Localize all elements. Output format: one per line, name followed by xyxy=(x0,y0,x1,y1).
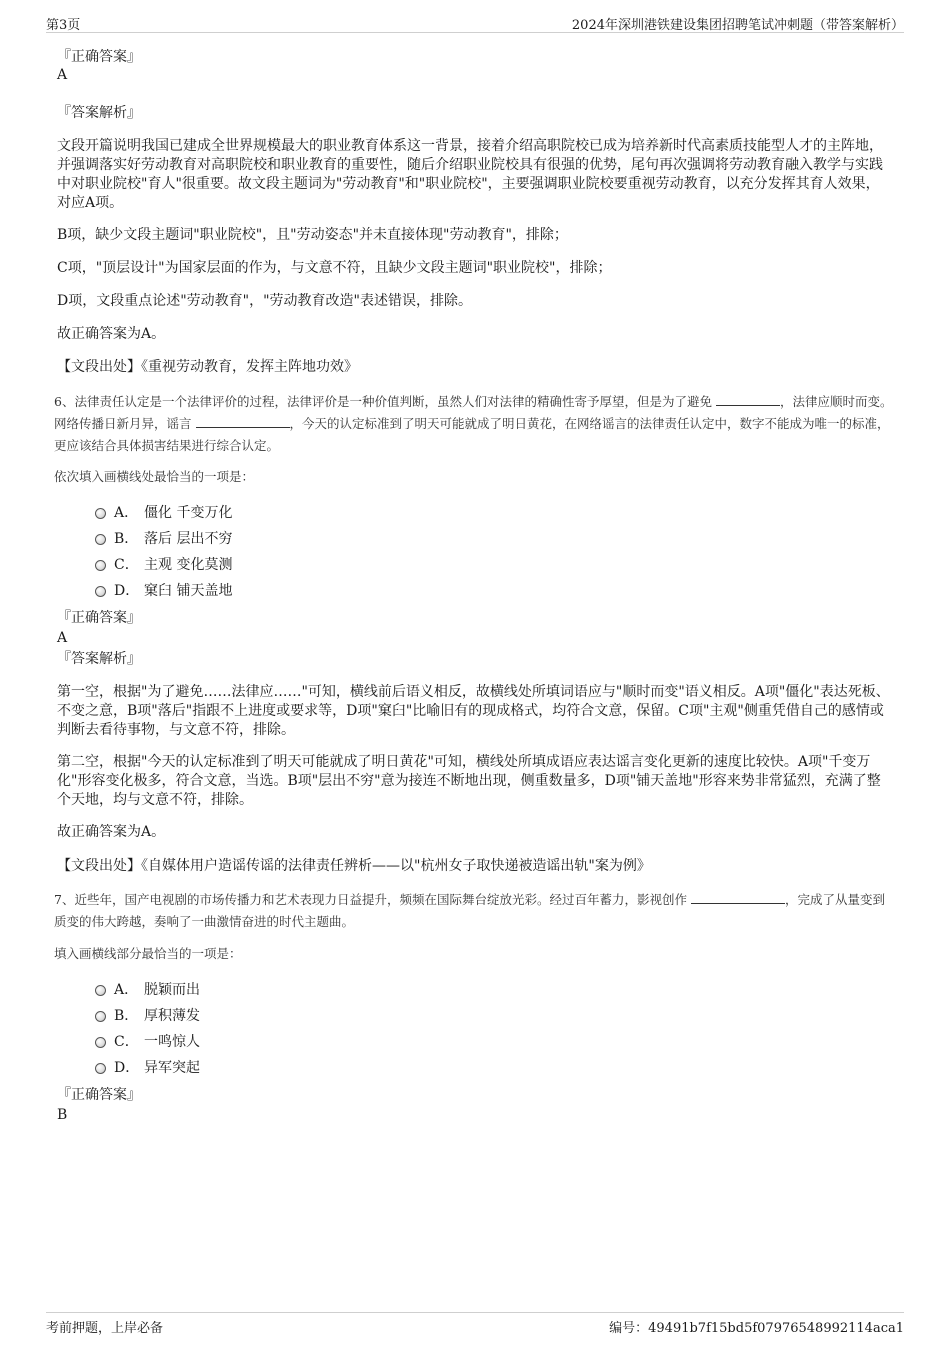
explanation-paragraph: B项，缺少文段主题词"职业院校"，且"劳动姿态"并未直接体现"劳动教育"，排除； xyxy=(57,227,568,243)
option-a[interactable]: A． 僵化 千变万化 xyxy=(95,503,232,523)
question-text: 6、法律责任认定是一个法律评价的过程，法律评价是一种价值判断，虽然人们对法律的精确性寄予厚望，但是为了避免 xyxy=(54,394,712,409)
answer-value: B xyxy=(57,1107,68,1123)
option-text: 主观 变化莫测 xyxy=(144,557,233,573)
question-text: 7、近些年，国产电视剧的市场传播力和艺术表现力日益提升，频频在国际舞台绽放光彩。经过百年蓄力，影视创作 xyxy=(54,892,687,907)
option-b[interactable]: B． 落后 层出不穷 xyxy=(95,529,232,549)
option-d[interactable]: D． 窠臼 铺天盖地 xyxy=(95,581,232,601)
radio-icon[interactable] xyxy=(95,985,106,996)
explanation-conclusion: 故正确答案为A。 xyxy=(57,326,166,342)
explanation-paragraph: 第一空，根据"为了避免……法律应……"可知，横线前后语义相反，故横线处所填词语应与"顺时而变"语义相反。A项"僵化"表达死板、不变之意，B项"落后"指跟不上进度或要求等，D项"窠臼"比喻旧有的现成格式，均符合文意，保留。C项"主观"侧重凭借自己的感情或判断去看待事物，与文意不符，排除。 xyxy=(57,684,890,738)
option-text: 一鸣惊人 xyxy=(144,1034,200,1050)
radio-icon[interactable] xyxy=(95,1063,106,1074)
explanation-label: 『答案解析』 xyxy=(57,651,141,667)
question-text: ，法律应顺时而变。网络传播日新月异，谣言 xyxy=(54,394,893,431)
answer-label: 『正确答案』 xyxy=(57,49,141,65)
footer-slogan: 考前押题，上岸必备 xyxy=(46,1321,164,1336)
radio-icon[interactable] xyxy=(95,1037,106,1048)
option-b[interactable]: B． 厚积薄发 xyxy=(95,1006,200,1026)
document-title: 2024年深圳港铁建设集团招聘笔试冲刺题（带答案解析） xyxy=(571,18,904,33)
option-text: 脱颖而出 xyxy=(144,982,200,998)
radio-icon[interactable] xyxy=(95,560,106,571)
question-6-stem xyxy=(54,391,894,457)
option-d[interactable]: D． 异军突起 xyxy=(95,1058,200,1078)
question-prompt: 填入画横线部分最恰当的一项是： xyxy=(54,946,242,961)
question-prompt: 依次填入画横线处最恰当的一项是： xyxy=(54,469,255,484)
option-text: 窠臼 铺天盖地 xyxy=(144,583,233,599)
page-number: 第3页 xyxy=(46,18,81,33)
page-footer xyxy=(46,1312,904,1339)
radio-icon[interactable] xyxy=(95,1011,106,1022)
fill-blank xyxy=(691,890,785,904)
explanation-conclusion: 故正确答案为A。 xyxy=(57,824,166,840)
document-id: 编号：49491b7f15bd5f07976548992114aca1 xyxy=(609,1321,904,1336)
radio-icon[interactable] xyxy=(95,508,106,519)
question-text: ，今天的认定标准到了明天可能就成了明日黄花，在网络谣言的法律责任认定中，数字不能成为唯一的标准，更应该结合具体损害结果进行综合认定。 xyxy=(54,416,890,453)
explanation-paragraph: 文段开篇说明我国已建成全世界规模最大的职业教育体系这一背景，接着介绍高职院校已成为培养新时代高素质技能型人才的主阵地，并强调落实好劳动教育对高职院校和职业教育的重要性，随后介绍职业院校具有很强的优势，尾句再次强调将劳动教育融入教学与实践中对职业院校"育人"很重要。故文段主题词为"劳动教育"和"职业院校"，主要强调职业院校要重视劳动教育，以充分发挥其育人效果，对应A项。 xyxy=(57,138,883,211)
question-text: ，完成了从量变到质变的伟大跨越，奏响了一曲激情奋进的时代主题曲。 xyxy=(54,892,885,929)
source-citation: 【文段出处】《重视劳动教育，发挥主阵地功效》 xyxy=(57,359,358,375)
explanation-label: 『答案解析』 xyxy=(57,105,141,121)
explanation-paragraph: C项，"顶层设计"为国家层面的作为，与文意不符，且缺少文段主题词"职业院校"，排除； xyxy=(57,260,612,276)
source-citation: 【文段出处】《自媒体用户造谣传谣的法律责任辨析——以"杭州女子取快递被造谣出轨"案为例》 xyxy=(57,858,651,874)
answer-value: A xyxy=(57,630,68,646)
option-a[interactable]: A． 脱颖而出 xyxy=(95,980,200,1000)
fill-blank xyxy=(196,414,290,428)
radio-icon[interactable] xyxy=(95,586,106,597)
answer-label: 『正确答案』 xyxy=(57,1087,141,1103)
option-c[interactable]: C． 一鸣惊人 xyxy=(95,1032,200,1052)
answer-label: 『正确答案』 xyxy=(57,610,141,626)
option-text: 落后 层出不穷 xyxy=(144,531,233,547)
page-header xyxy=(46,14,904,33)
radio-icon[interactable] xyxy=(95,534,106,545)
option-text: 厚积薄发 xyxy=(144,1008,200,1024)
option-text: 僵化 千变万化 xyxy=(144,505,233,521)
option-text: 异军突起 xyxy=(144,1060,200,1076)
question-7-stem xyxy=(54,889,894,933)
fill-blank xyxy=(716,392,780,406)
explanation-paragraph: D项，文段重点论述"劳动教育"，"劳动教育改造"表述错误，排除。 xyxy=(57,293,472,309)
explanation-paragraph: 第二空，根据"今天的认定标准到了明天可能就成了明日黄花"可知，横线处所填成语应表达谣言变化更新的速度比较快。A项"千变万化"形容变化极多，符合文意，当选。B项"层出不穷"意为接连不断地出现，侧重数量多，D项"铺天盖地"形容来势非常猛烈，充满了整个天地，均与文意不符，排除。 xyxy=(57,754,881,808)
answer-value: A xyxy=(57,67,68,83)
option-c[interactable]: C． 主观 变化莫测 xyxy=(95,555,232,575)
